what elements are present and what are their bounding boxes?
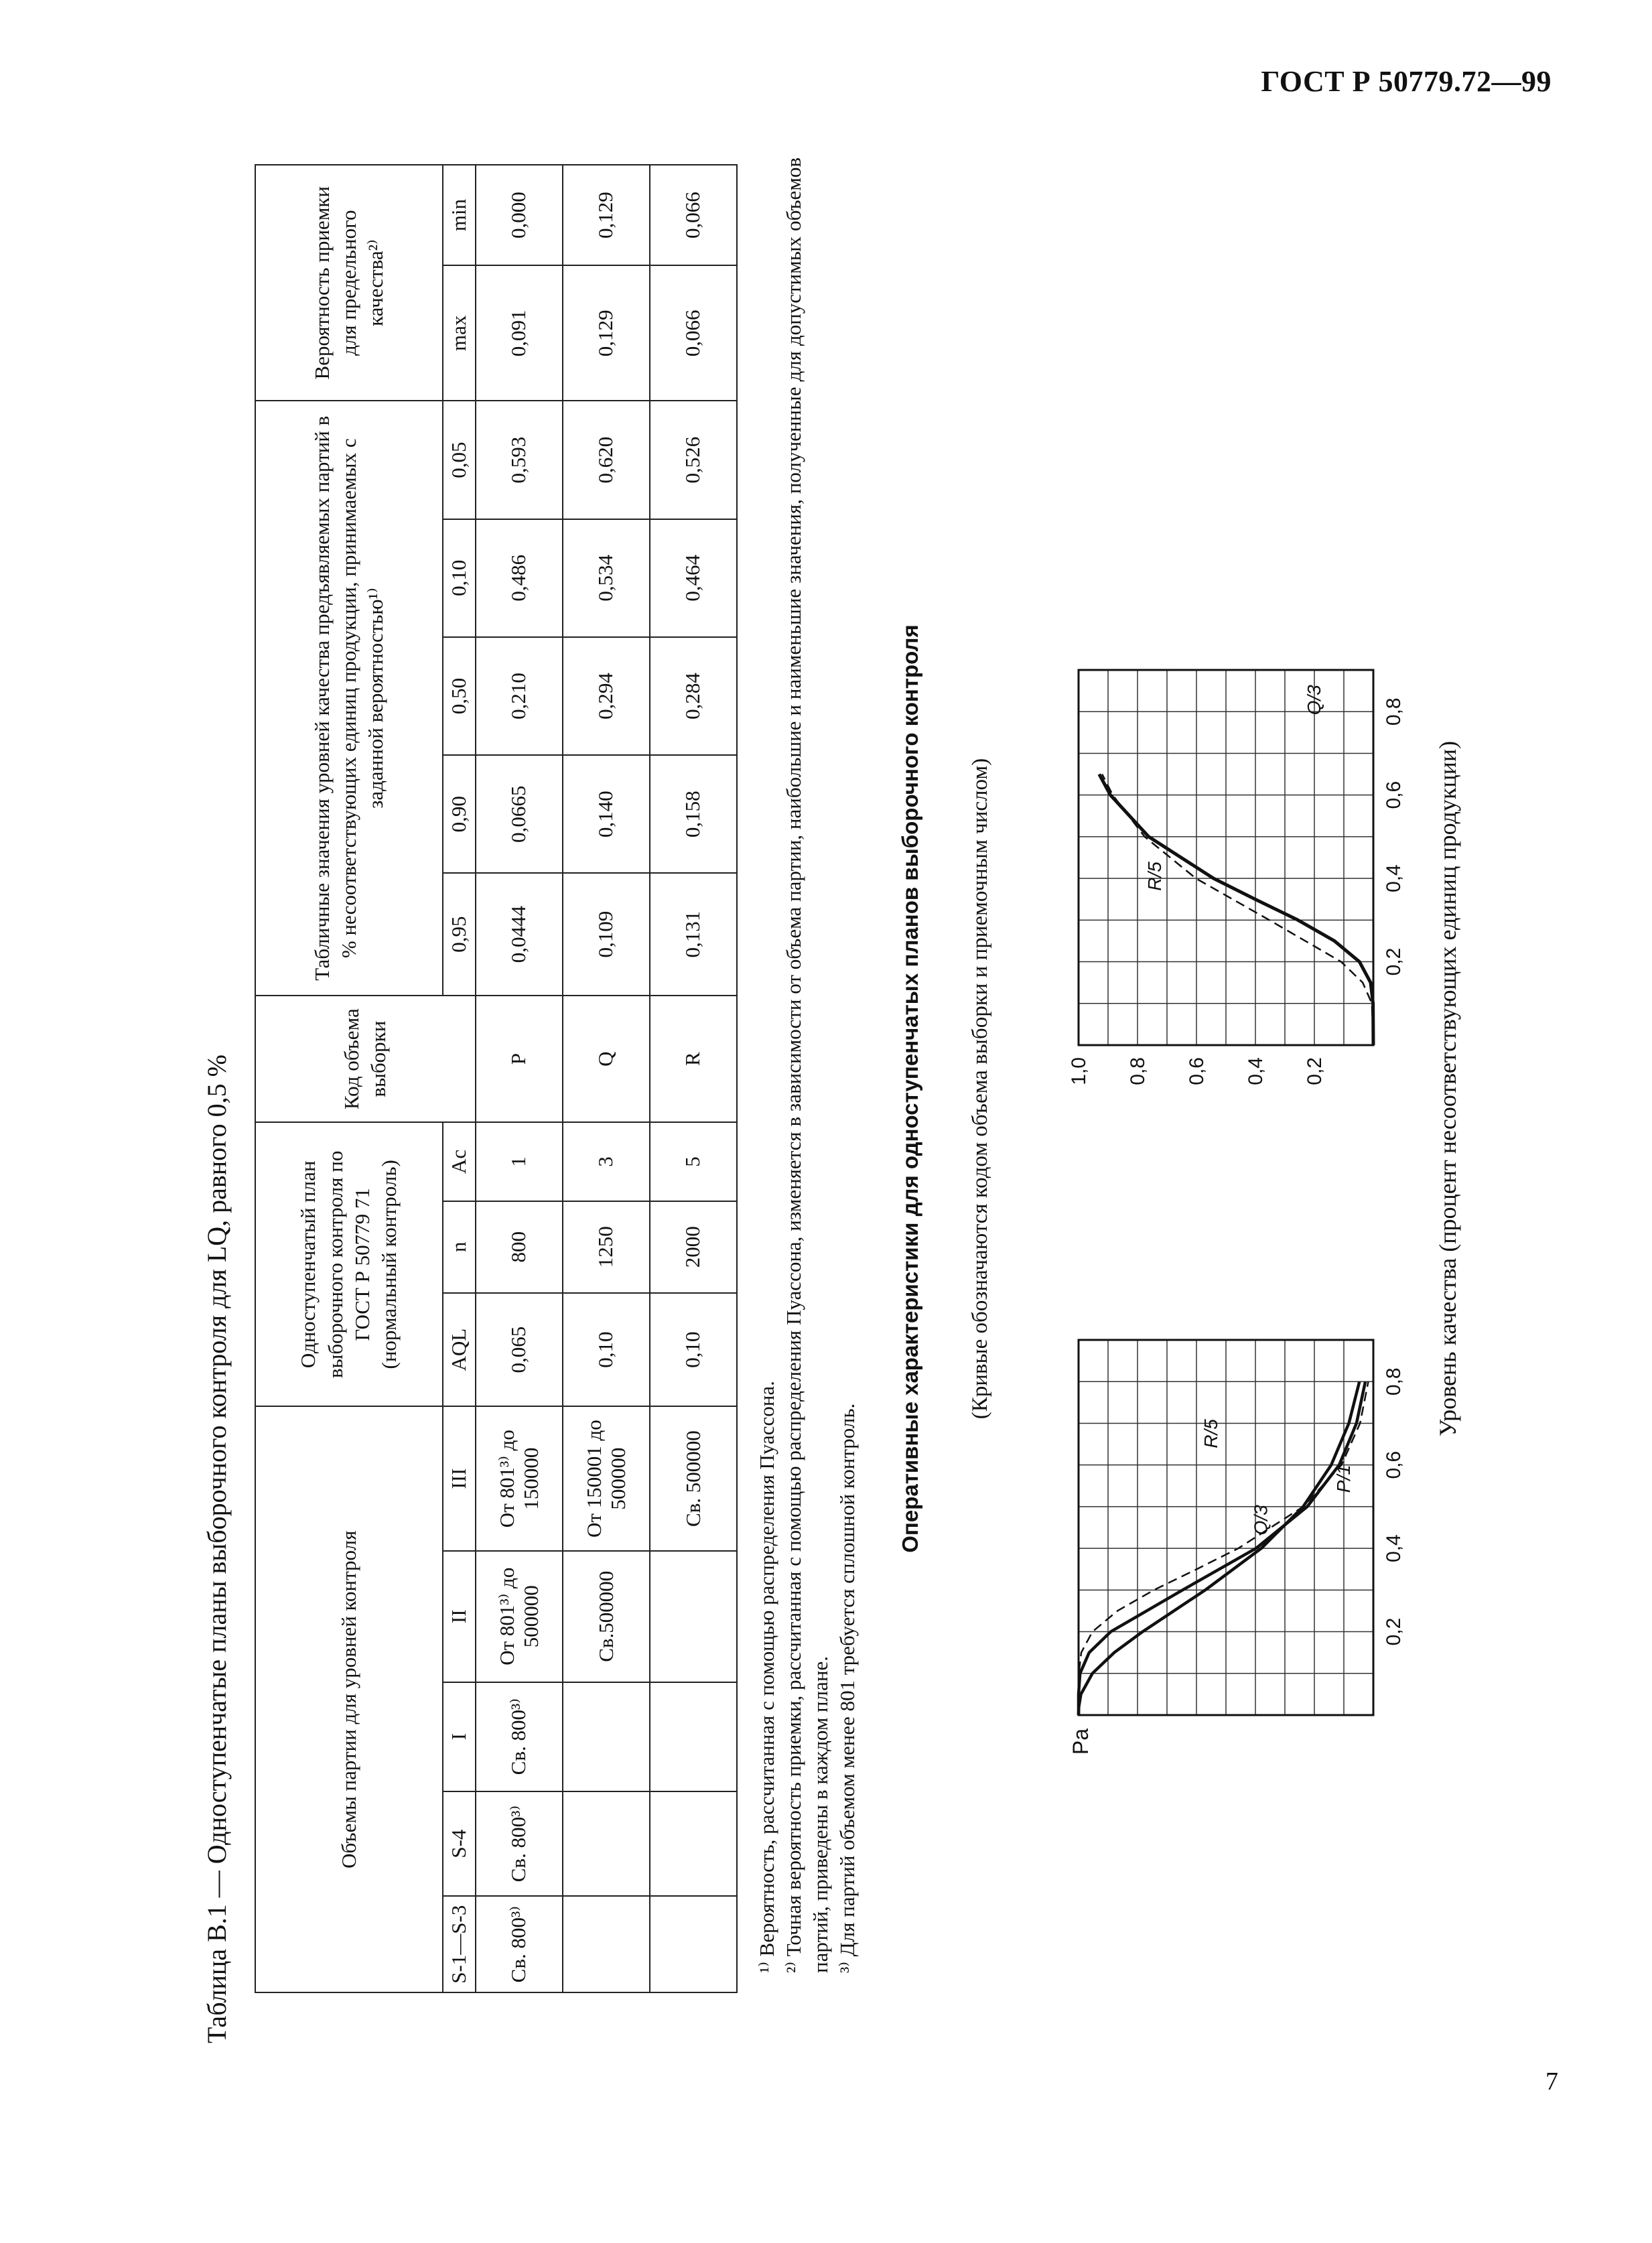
- section-subtitle: (Кривые обозначаются кодом объема выборки и приемочным числом): [968, 758, 992, 1420]
- header-prob-010: 0,10: [443, 519, 476, 637]
- header-single-plan: Одноступенчатый план выборочного контроля по ГОСТ Р 50779 71 (нормальный контроль): [255, 1122, 443, 1406]
- series-label: R/5: [1200, 1419, 1221, 1448]
- header-aql: AQL: [443, 1293, 476, 1407]
- y-tick-label: 1,0: [1068, 1057, 1090, 1085]
- cell-q095: 0,109: [563, 873, 650, 996]
- cell-i: [650, 1682, 737, 1791]
- cell-ac: 1: [476, 1122, 563, 1201]
- oc-chart-left: [1065, 1320, 1427, 1789]
- cell-q090: 0,158: [650, 755, 737, 873]
- x-axis-title: Уровень качества (процент несоответствующих единиц продукции): [1434, 740, 1461, 1437]
- series-label: Q/3: [1250, 1505, 1271, 1536]
- cell-ii: От 801³⁾ до 500000: [476, 1551, 563, 1682]
- series-line-q-3: [1102, 774, 1373, 1045]
- x-tick-label: 0,8: [1383, 697, 1405, 726]
- cell-q050: 0,294: [563, 637, 650, 755]
- table-row: [476, 165, 563, 1992]
- header-level-i: I: [443, 1682, 476, 1791]
- cell-q010: 0,464: [650, 519, 737, 637]
- cell-q010: 0,486: [476, 519, 563, 637]
- cell-q005: 0,620: [563, 401, 650, 519]
- x-tick-label: 0,4: [1383, 1534, 1405, 1562]
- header-quality-levels: Табличные значения уровней качества предъявляемых партий в % несоответствующих единиц продукции, принимаемых с заданной вероятностью¹⁾: [255, 401, 443, 996]
- cell-n: 800: [476, 1201, 563, 1293]
- header-lot-sizes: Объемы партии для уровней контроля: [255, 1406, 443, 1992]
- cell-ac: 3: [563, 1122, 650, 1201]
- series-label: R/5: [1144, 862, 1166, 891]
- cell-iii: От 801³⁾ до 150000: [476, 1406, 563, 1550]
- page-number: 7: [1545, 2067, 1558, 2096]
- cell-q090: 0,140: [563, 755, 650, 873]
- cell-code: Q: [563, 996, 650, 1122]
- cell-s4: [563, 1791, 650, 1897]
- header-level-iii: III: [443, 1406, 476, 1550]
- series-line-r-5: [1099, 774, 1373, 1045]
- cell-ii: Св.500000: [563, 1551, 650, 1682]
- header-max: max: [443, 265, 476, 401]
- oc-chart-right: [1065, 650, 1427, 1119]
- cell-ac: 5: [650, 1122, 737, 1201]
- header-accept-prob: Вероятность приемки для предельного качества²⁾: [255, 165, 443, 401]
- cell-ii: [650, 1551, 737, 1682]
- table-row: [563, 165, 650, 1992]
- cell-aql: 0,10: [563, 1293, 650, 1407]
- cell-s4: Св. 800³⁾: [476, 1791, 563, 1897]
- cell-q095: 0,0444: [476, 873, 563, 996]
- cell-max: 0,066: [650, 265, 737, 401]
- y-tick-label: 0,4: [1245, 1057, 1267, 1085]
- cell-aql: 0,065: [476, 1293, 563, 1407]
- x-tick-label: 0,2: [1383, 947, 1405, 976]
- cell-iii: Св. 500000: [650, 1406, 737, 1550]
- cell-max: 0,091: [476, 265, 563, 401]
- header-sample-code: Код объема выборки: [255, 996, 476, 1122]
- x-tick-label: 0,2: [1383, 1617, 1405, 1646]
- y-axis-label: Pa: [1069, 1728, 1093, 1755]
- series-label: P/1: [1332, 1465, 1354, 1493]
- cell-q050: 0,210: [476, 637, 563, 755]
- cell-min: 0,000: [476, 165, 563, 265]
- cell-q005: 0,593: [476, 401, 563, 519]
- cell-q010: 0,534: [563, 519, 650, 637]
- table-row: [650, 165, 737, 1992]
- cell-n: 2000: [650, 1201, 737, 1293]
- y-tick-label: 0,6: [1186, 1057, 1208, 1085]
- cell-aql: 0,10: [650, 1293, 737, 1407]
- x-tick-label: 0,4: [1383, 864, 1405, 892]
- footnote-3: ³⁾ Для партий объемом менее 801 требуется сплошной контроль.: [835, 1403, 859, 1973]
- cell-iii: От 150001 до 500000: [563, 1406, 650, 1550]
- cell-s4: [650, 1791, 737, 1897]
- grid: [1079, 1340, 1373, 1715]
- header-n: n: [443, 1201, 476, 1293]
- grid: [1079, 670, 1373, 1045]
- sampling-plans-table: [255, 164, 738, 1993]
- header-prob-095: 0,95: [443, 873, 476, 996]
- cell-code: P: [476, 996, 563, 1122]
- x-tick-label: 0,6: [1383, 1450, 1405, 1479]
- footnote-2: ²⁾ Точная вероятность приемки, рассчитанная с помощью распределения Пуассона, изменяется в зависимости от объема партии, наибольшие и наименьшие значения, полученные для допустимых объемов партий, приведены в каждом плане.: [782, 157, 832, 1973]
- cell-q095: 0,131: [650, 873, 737, 996]
- footnote-1: ¹⁾ Вероятность, рассчитанная с помощью распределения Пуассона.: [755, 1381, 778, 1973]
- header-prob-050: 0,50: [443, 637, 476, 755]
- header-min: min: [443, 165, 476, 265]
- header-level-s4: S-4: [443, 1791, 476, 1897]
- x-tick-label: 0,8: [1383, 1367, 1405, 1396]
- y-tick-label: 0,2: [1304, 1057, 1326, 1085]
- cell-n: 1250: [563, 1201, 650, 1293]
- y-tick-label: 0,8: [1127, 1057, 1149, 1085]
- standard-code: ГОСТ Р 50779.72—99: [1261, 65, 1552, 98]
- cell-s13: [563, 1896, 650, 1992]
- table-footnotes: [754, 157, 861, 1993]
- x-tick-label: 0,6: [1383, 780, 1405, 809]
- header-level-s1-s3: S-1—S-3: [443, 1896, 476, 1992]
- cell-code: R: [650, 996, 737, 1122]
- header-prob-090: 0,90: [443, 755, 476, 873]
- header-prob-005: 0,05: [443, 401, 476, 519]
- series-label: Q/3: [1303, 685, 1324, 716]
- cell-q050: 0,284: [650, 637, 737, 755]
- cell-i: [563, 1682, 650, 1791]
- cell-i: Св. 800³⁾: [476, 1682, 563, 1791]
- table-caption: Таблица В.1 — Одноступенчатые планы выборочного контроля для LQ, равного 0,5 %: [202, 1055, 232, 2043]
- cell-min: 0,129: [563, 165, 650, 265]
- cell-s13: [650, 1896, 737, 1992]
- header-ac: Ac: [443, 1122, 476, 1201]
- cell-min: 0,066: [650, 165, 737, 265]
- header-level-ii: II: [443, 1551, 476, 1682]
- cell-max: 0,129: [563, 265, 650, 401]
- rotated-content: [201, 134, 1474, 2043]
- cell-q090: 0,0665: [476, 755, 563, 873]
- section-title: Оперативные характеристики для одноступенчатых планов выборочного контроля: [898, 624, 922, 1553]
- cell-s13: Св. 800³⁾: [476, 1896, 563, 1992]
- cell-q005: 0,526: [650, 401, 737, 519]
